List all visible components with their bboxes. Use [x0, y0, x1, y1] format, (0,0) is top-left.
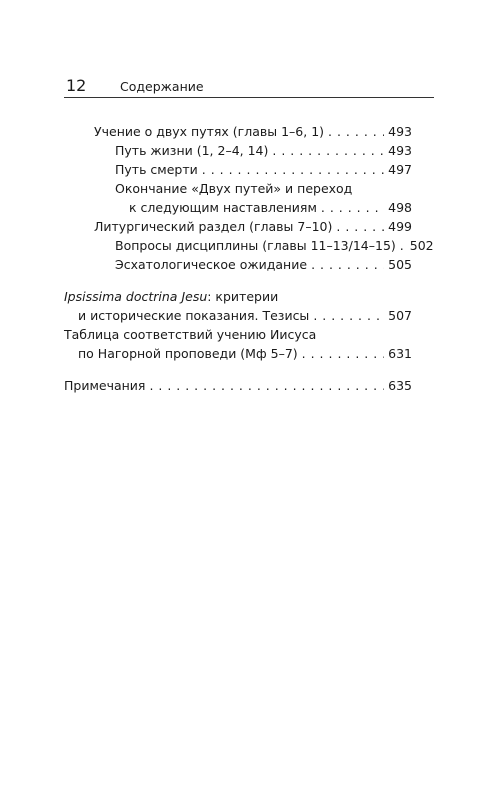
dot-leader	[400, 236, 406, 256]
toc-entry-eschatology[interactable]	[115, 255, 412, 275]
toc-entry-italic-title: Ipsissima doctrina Jesu	[64, 289, 208, 304]
toc-entry-line: Таблица соответствий учению Иисуса	[64, 327, 317, 342]
toc-entry-page: 635	[388, 378, 412, 393]
toc-entry-page: 631	[388, 346, 412, 361]
toc-entry-page: 507	[388, 308, 412, 323]
toc-entry-label: Литургический раздел (главы 7–10)	[94, 219, 333, 234]
toc-entry-label: Путь жизни (1, 2–4, 14)	[115, 143, 269, 158]
toc-entry-liturgical[interactable]	[94, 217, 412, 237]
dot-leader	[311, 255, 384, 275]
dot-leader	[328, 122, 384, 142]
toc-entry-label: Путь смерти	[115, 162, 198, 177]
dot-leader	[321, 198, 384, 218]
toc-entry-label: по Нагорной проповеди (Мф 5–7)	[78, 346, 298, 361]
toc-entry-label: Примечания	[64, 378, 146, 393]
toc-entry-page: 498	[388, 200, 412, 215]
toc-entry-two-ways[interactable]	[94, 122, 412, 142]
toc-entry-label: Учение о двух путях (главы 1–6, 1)	[94, 124, 325, 139]
toc-entry-page: 505	[388, 257, 412, 272]
running-header	[64, 76, 434, 96]
dot-leader	[149, 376, 384, 396]
dot-leader	[202, 160, 384, 180]
toc-entry-correspondence-table[interactable]	[78, 344, 412, 364]
running-title: Содержание	[120, 79, 204, 94]
toc-entry-label: Эсхатологическое ожидание	[115, 257, 308, 272]
dot-leader	[313, 306, 384, 326]
toc-entry-ipsissima[interactable]	[78, 306, 412, 326]
header-rule	[64, 97, 434, 98]
toc-entry-line: Окончание «Двух путей» и переход	[115, 181, 353, 196]
toc-entry-title-rest: : критерии	[207, 289, 279, 304]
toc-entry-page: 502	[409, 238, 434, 253]
toc-entry-page: 499	[388, 219, 412, 234]
dot-leader	[272, 141, 384, 161]
toc-entry-page: 493	[388, 143, 412, 158]
toc-entry-end-two-ways[interactable]	[129, 198, 412, 218]
toc-entry-discipline[interactable]	[115, 236, 434, 256]
dot-leader	[302, 344, 384, 364]
toc-entry-label: Вопросы дисциплины (главы 11–13/14–15)	[115, 238, 396, 253]
toc-entry-way-of-death[interactable]	[115, 160, 412, 180]
toc-entry-way-of-life[interactable]	[115, 141, 412, 161]
dot-leader	[336, 217, 384, 237]
toc-entry-label: и исторические показания. Тезисы	[78, 308, 310, 323]
toc-entry-page: 497	[388, 162, 412, 177]
toc-entry-label: к следующим наставлениям	[129, 200, 317, 215]
page-number: 12	[66, 76, 87, 95]
toc-entry-notes[interactable]	[64, 376, 412, 396]
toc-entry-page: 493	[388, 124, 412, 139]
toc-entry-line	[64, 287, 278, 307]
